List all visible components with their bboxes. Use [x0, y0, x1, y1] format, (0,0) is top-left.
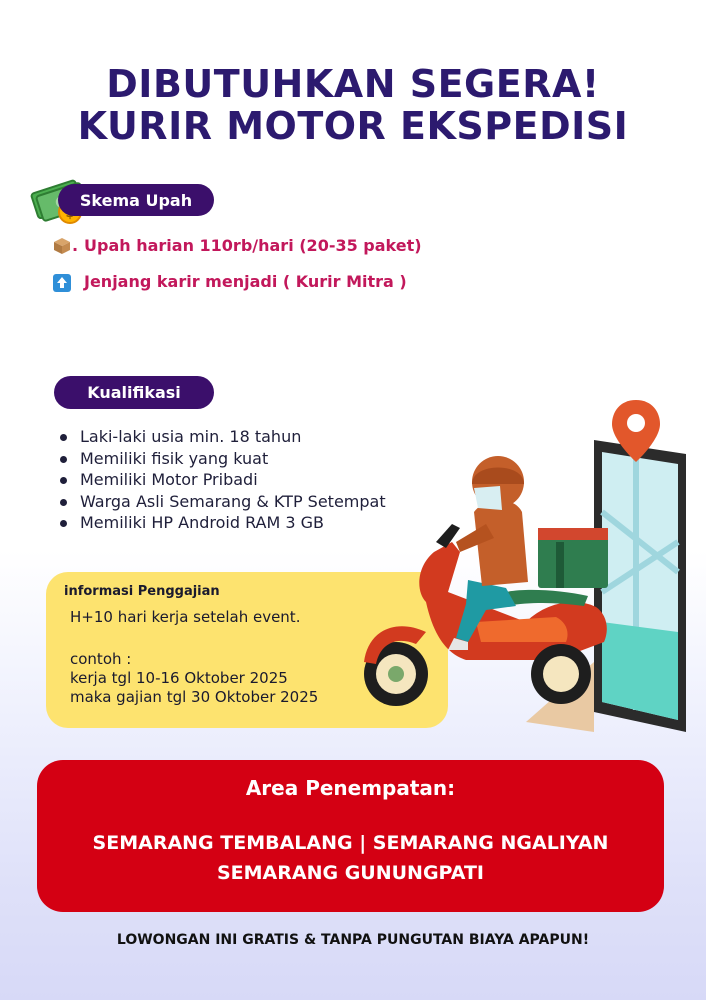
qualifications-badge: Kualifikasi — [54, 376, 214, 409]
package-dot: . — [72, 236, 79, 255]
payroll-example-label: contoh : — [70, 650, 132, 668]
qualification-item: Memiliki HP Android RAM 3 GB — [58, 512, 386, 534]
package-icon — [52, 236, 72, 256]
headline-line-2: KURIR MOTOR EKSPEDISI — [77, 104, 629, 148]
payroll-example-line-2: maka gajian tgl 30 Oktober 2025 — [70, 688, 319, 706]
placement-box — [37, 760, 664, 912]
qualification-item: Memiliki fisik yang kuat — [58, 448, 386, 470]
placement-title: Area Penempatan: — [245, 776, 456, 800]
placement-line-1: SEMARANG TEMBALANG | SEMARANG NGALIYAN — [92, 832, 609, 854]
headline-line-1: DIBUTUHKAN SEGERA! — [106, 62, 600, 106]
wage-badge: Skema Upah — [58, 184, 214, 216]
up-arrow-icon — [52, 273, 72, 293]
wage-benefit-daily: Upah harian 110rb/hari (20-35 paket) — [84, 236, 422, 255]
payroll-example-line-1: kerja tgl 10-16 Oktober 2025 — [70, 669, 288, 687]
placement-line-2: SEMARANG GUNUNGPATI — [216, 862, 484, 884]
courier-illustration — [356, 392, 706, 752]
qualification-item: Laki-laki usia min. 18 tahun — [58, 426, 386, 448]
wage-benefit-career: Jenjang karir menjadi ( Kurir Mitra ) — [84, 272, 407, 291]
payroll-title: informasi Penggajian — [64, 584, 220, 599]
qualification-item: Warga Asli Semarang & KTP Setempat — [58, 491, 386, 513]
qualifications-list — [58, 426, 386, 534]
qualification-item: Memiliki Motor Pribadi — [58, 469, 386, 491]
payroll-line: H+10 hari kerja setelah event. — [70, 608, 301, 626]
footer-notice: LOWONGAN INI GRATIS & TANPA PUNGUTAN BIAYA APAPUN! — [116, 932, 590, 948]
